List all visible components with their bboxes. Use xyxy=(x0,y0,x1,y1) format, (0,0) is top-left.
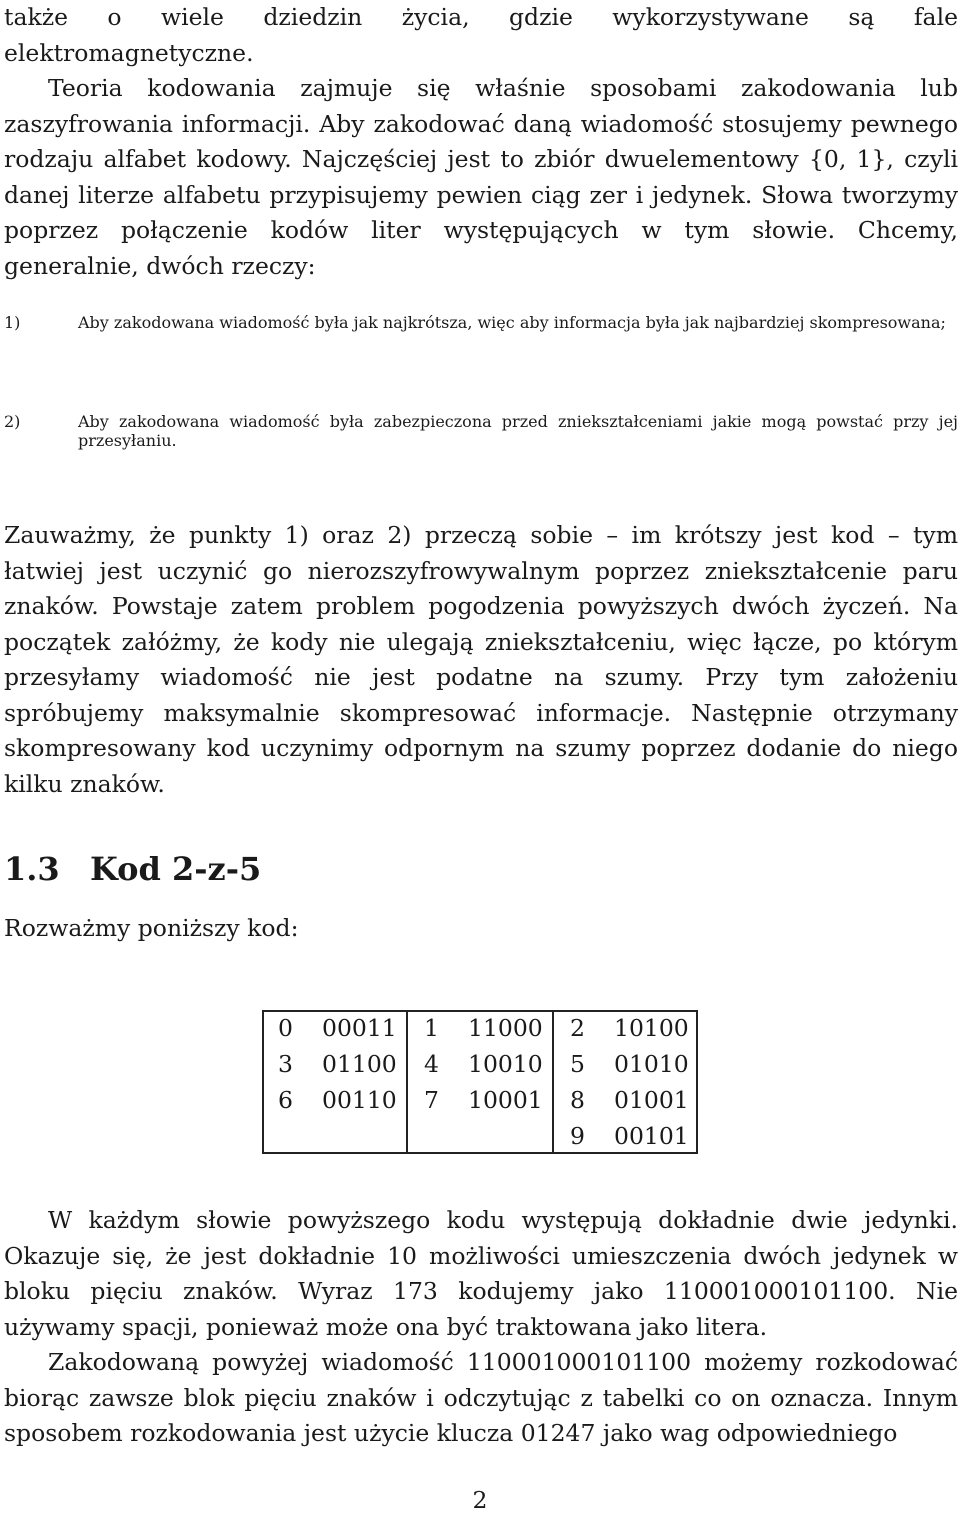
code-table-divider xyxy=(406,1010,408,1154)
paragraph-intro-end: także o wiele dziedzin życia, gdzie wykorzystywane są fale elektromagnetyczne. xyxy=(4,3,958,67)
code-digit: 8 xyxy=(570,1086,585,1114)
list-item-number: 1) xyxy=(4,313,21,332)
page-number: 2 xyxy=(472,1486,488,1514)
code-word: 10100 xyxy=(614,1014,689,1042)
code-word: 01010 xyxy=(614,1050,689,1078)
code-word: 00110 xyxy=(322,1086,397,1114)
list-item-1 xyxy=(4,313,958,332)
code-digit: 9 xyxy=(570,1122,585,1150)
code-digit: 7 xyxy=(424,1086,439,1114)
code-table-divider xyxy=(552,1010,554,1154)
code-digit: 5 xyxy=(570,1050,585,1078)
section-number: 1.3 xyxy=(4,850,60,888)
code-word: 01001 xyxy=(614,1086,689,1114)
paragraph-tradeoff: Zauważmy, że punkty 1) oraz 2) przeczą sobie – im krótszy jest kod – tym łatwiej jest uczynić go nierozszyfrowywalnym poprzez zniekształcenie paru znaków. Powstaje zatem problem pogodzenia powyższych dwóch życzeń. Na początek załóżmy, że kody nie ulegają zniekształceniu, więc łącze, po którym przesyłamy wiadomość nie jest podatne na szumy. Przy tym założeniu spróbujemy maksymalnie skompresować informacje. Następnie otrzymany skompresowany kod uczynimy odpornym na szumy poprzez dodanie do niego kilku znaków. xyxy=(4,521,958,798)
list-item-text: Aby zakodowana wiadomość była zabezpieczona przed zniekształceniami jakie mogą powstać przy jej przesyłaniu. xyxy=(78,412,958,450)
paragraph-coding-theory: Teoria kodowania zajmuje się właśnie sposobami zakodowania lub zaszyfrowania informacji. Aby zakodować daną wiadomość stosujemy pewnego rodzaju alfabet kodowy. Najczęściej jest to zbiór dwuelementowy {0, 1}, czyli danej literze alfabetu przypisujemy pewien ciąg zer i jedynek. Słowa tworzymy poprzez połączenie kodów liter występujących w tym słowie. Chcemy, generalnie, dwóch rzeczy: xyxy=(4,74,958,280)
code-digit: 6 xyxy=(278,1086,293,1114)
list-item-number: 2) xyxy=(4,412,21,431)
paragraph-two-ones: W każdym słowie powyższego kodu występują dokładnie dwie jedynki. Okazuje się, że jest dokładnie 10 możliwości umieszczenia dwóch jedynek w bloku pięciu znaków. Wyraz 173 kodujemy jako 110001000101100. Nie używamy spacji, ponieważ może ona być traktowana jako litera. xyxy=(4,1206,958,1341)
code-digit: 0 xyxy=(278,1014,293,1042)
section-heading xyxy=(4,850,261,888)
code-word: 11000 xyxy=(468,1014,543,1042)
code-word: 10010 xyxy=(468,1050,543,1078)
code-word: 00101 xyxy=(614,1122,689,1150)
code-word: 10001 xyxy=(468,1086,543,1114)
code-digit: 3 xyxy=(278,1050,293,1078)
paragraph-consider-code: Rozważmy poniższy kod: xyxy=(4,914,299,942)
list-item-2 xyxy=(4,412,958,450)
list-item-text: Aby zakodowana wiadomość była jak najkrótsza, więc aby informacja była jak najbardziej skompresowana; xyxy=(78,313,946,332)
code-digit: 1 xyxy=(424,1014,439,1042)
code-digit: 2 xyxy=(570,1014,585,1042)
section-title: Kod 2-z-5 xyxy=(90,850,262,888)
code-word: 00011 xyxy=(322,1014,397,1042)
code-digit: 4 xyxy=(424,1050,439,1078)
paragraph-decoding: Zakodowaną powyżej wiadomość 110001000101100 możemy rozkodować biorąc zawsze blok pięciu znaków i odczytując z tabelki co on oznacza. Innym sposobem rozkodowania jest użycie klucza 01247 jako wag odpowiedniego xyxy=(4,1348,958,1447)
code-word: 01100 xyxy=(322,1050,397,1078)
